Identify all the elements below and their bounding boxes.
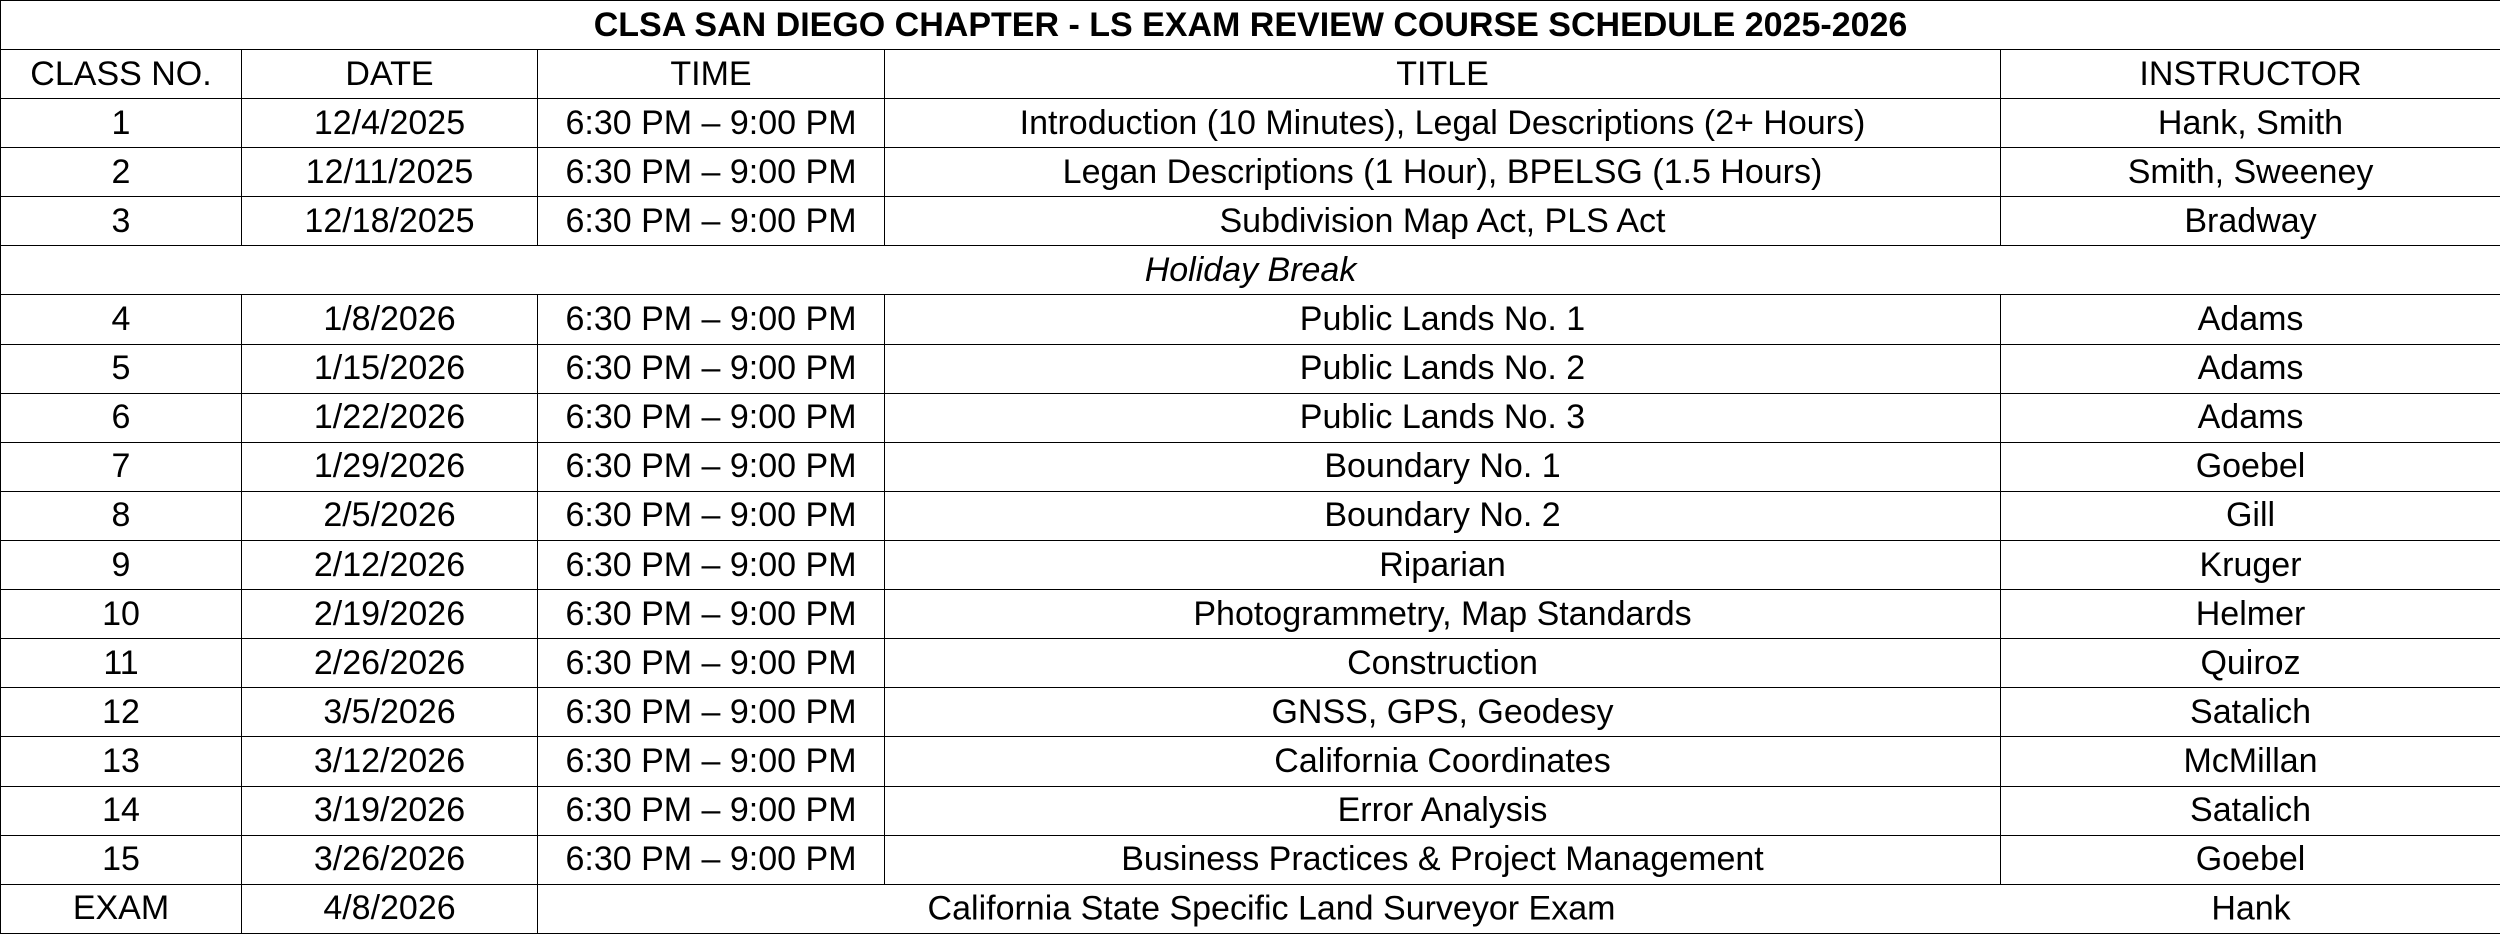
instructor-cell: Adams (2001, 344, 2500, 393)
table-row (1, 148, 2500, 197)
title-cell: Introduction (10 Minutes), Legal Descriptions (2+ Hours) (885, 99, 2001, 148)
time-cell: 6:30 PM – 9:00 PM (538, 639, 885, 688)
date-cell: 1/15/2026 (242, 344, 538, 393)
time-cell: 6:30 PM – 9:00 PM (538, 393, 885, 442)
time-cell: 6:30 PM – 9:00 PM (538, 197, 885, 246)
date-cell: 1/8/2026 (242, 295, 538, 344)
class-no-cell: 1 (1, 99, 242, 148)
title-cell: Boundary No. 2 (885, 491, 2001, 540)
table-row (1, 688, 2500, 737)
header-instructor: INSTRUCTOR (2001, 50, 2500, 99)
class-no-cell: 13 (1, 737, 242, 786)
date-cell: 2/19/2026 (242, 590, 538, 639)
exam-class-no-cell: EXAM (1, 884, 242, 933)
class-no-cell: 11 (1, 639, 242, 688)
time-cell: 6:30 PM – 9:00 PM (538, 295, 885, 344)
header-date: DATE (242, 50, 538, 99)
date-cell: 12/4/2025 (242, 99, 538, 148)
class-no-cell: 2 (1, 148, 242, 197)
time-cell: 6:30 PM – 9:00 PM (538, 99, 885, 148)
date-cell: 3/12/2026 (242, 737, 538, 786)
instructor-cell: McMillan (2001, 737, 2500, 786)
instructor-cell: Adams (2001, 393, 2500, 442)
title-cell: California Coordinates (885, 737, 2001, 786)
header-time: TIME (538, 50, 885, 99)
header-row (1, 50, 2500, 99)
time-cell: 6:30 PM – 9:00 PM (538, 148, 885, 197)
instructor-cell: Bradway (2001, 197, 2500, 246)
instructor-cell: Satalich (2001, 786, 2500, 835)
class-no-cell: 5 (1, 344, 242, 393)
time-cell: 6:30 PM – 9:00 PM (538, 540, 885, 589)
table-row (1, 590, 2500, 639)
instructor-cell: Satalich (2001, 688, 2500, 737)
time-cell: 6:30 PM – 9:00 PM (538, 442, 885, 491)
class-no-cell: 14 (1, 786, 242, 835)
title-cell: Legan Descriptions (1 Hour), BPELSG (1.5 Hours) (885, 148, 2001, 197)
title-cell: Error Analysis (885, 786, 2001, 835)
table-row (1, 295, 2500, 344)
instructor-cell: Quiroz (2001, 639, 2500, 688)
table-row (1, 786, 2500, 835)
class-no-cell: 3 (1, 197, 242, 246)
title-row (1, 1, 2500, 50)
class-no-cell: 12 (1, 688, 242, 737)
title-cell: Photogrammetry, Map Standards (885, 590, 2001, 639)
class-no-cell: 7 (1, 442, 242, 491)
time-cell: 6:30 PM – 9:00 PM (538, 590, 885, 639)
instructor-cell: Goebel (2001, 442, 2500, 491)
class-no-cell: 15 (1, 835, 242, 884)
holiday-break-label: Holiday Break (1, 246, 2500, 295)
title-cell: Business Practices & Project Management (885, 835, 2001, 884)
date-cell: 2/5/2026 (242, 491, 538, 540)
time-cell: 6:30 PM – 9:00 PM (538, 344, 885, 393)
time-cell: 6:30 PM – 9:00 PM (538, 688, 885, 737)
class-no-cell: 10 (1, 590, 242, 639)
title-cell: Construction (885, 639, 2001, 688)
title-cell: Riparian (885, 540, 2001, 589)
header-title: TITLE (885, 50, 2001, 99)
title-cell: Public Lands No. 1 (885, 295, 2001, 344)
date-cell: 1/22/2026 (242, 393, 538, 442)
time-cell: 6:30 PM – 9:00 PM (538, 491, 885, 540)
exam-title: California State Specific Land Surveyor Exam (927, 889, 1616, 928)
table-row (1, 639, 2500, 688)
class-no-cell: 9 (1, 540, 242, 589)
time-cell: 6:30 PM – 9:00 PM (538, 737, 885, 786)
table-row (1, 442, 2500, 491)
time-cell: 6:30 PM – 9:00 PM (538, 786, 885, 835)
date-cell: 12/18/2025 (242, 197, 538, 246)
title-cell: GNSS, GPS, Geodesy (885, 688, 2001, 737)
date-cell: 2/12/2026 (242, 540, 538, 589)
class-no-cell: 8 (1, 491, 242, 540)
holiday-break-row (1, 246, 2500, 295)
date-cell: 1/29/2026 (242, 442, 538, 491)
class-no-cell: 6 (1, 393, 242, 442)
date-cell: 3/19/2026 (242, 786, 538, 835)
table-row (1, 540, 2500, 589)
table-row (1, 197, 2500, 246)
table-row (1, 393, 2500, 442)
title-cell: Public Lands No. 2 (885, 344, 2001, 393)
date-cell: 2/26/2026 (242, 639, 538, 688)
date-cell: 3/5/2026 (242, 688, 538, 737)
title-cell: Public Lands No. 3 (885, 393, 2001, 442)
class-no-cell: 4 (1, 295, 242, 344)
exam-instructor: Hank (2211, 889, 2291, 928)
table-row (1, 99, 2500, 148)
header-class-no: CLASS NO. (1, 50, 242, 99)
date-cell: 12/11/2025 (242, 148, 538, 197)
table-row (1, 491, 2500, 540)
table-row (1, 737, 2500, 786)
exam-date-cell: 4/8/2026 (242, 884, 538, 933)
title-cell: Boundary No. 1 (885, 442, 2001, 491)
title-cell: Subdivision Map Act, PLS Act (885, 197, 2001, 246)
instructor-cell: Helmer (2001, 590, 2500, 639)
exam-title-cell (538, 884, 2500, 933)
table-row (1, 344, 2500, 393)
instructor-cell: Smith, Sweeney (2001, 148, 2500, 197)
schedule-title: CLSA SAN DIEGO CHAPTER - LS EXAM REVIEW COURSE SCHEDULE 2025-2026 (1, 1, 2500, 50)
instructor-cell: Adams (2001, 295, 2500, 344)
instructor-cell: Kruger (2001, 540, 2500, 589)
instructor-cell: Gill (2001, 491, 2500, 540)
time-cell: 6:30 PM – 9:00 PM (538, 835, 885, 884)
exam-row (1, 884, 2500, 933)
instructor-cell: Goebel (2001, 835, 2500, 884)
date-cell: 3/26/2026 (242, 835, 538, 884)
table-row (1, 835, 2500, 884)
instructor-cell: Hank, Smith (2001, 99, 2500, 148)
